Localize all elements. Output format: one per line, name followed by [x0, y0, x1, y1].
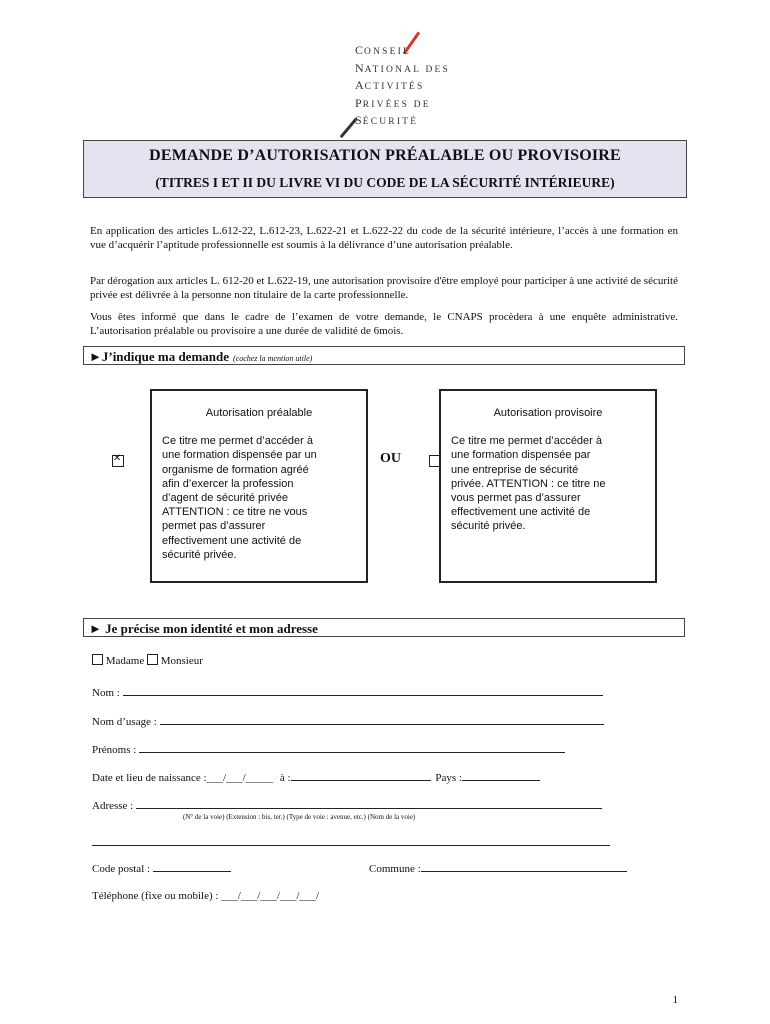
section-identite-label: ► Je précise mon identité et mon adresse [89, 621, 318, 636]
lieu-label: à : [279, 772, 291, 784]
option-prealable-title: Autorisation préalable [205, 407, 313, 419]
madame-label: Madame [105, 655, 145, 667]
nom-usage-label: Nom d’usage : [92, 716, 157, 728]
adresse-field[interactable] [136, 799, 602, 809]
section-identite-header [83, 618, 685, 637]
section-demande-hint: (cochez la mention utile) [233, 354, 313, 363]
cnaps-logo [335, 30, 451, 138]
naissance-date-field[interactable]: ___/___/_____ [206, 772, 274, 784]
nom-field[interactable] [123, 686, 603, 696]
checkbox-autorisation-prealable[interactable] [112, 455, 124, 467]
adresse-hint: (N° de la voie) (Extension : bis, ter.) (Type de voie : avenue, etc.) (Nom de la voie) [183, 813, 416, 821]
section-demande-label: ►J’indique ma demande [89, 349, 229, 364]
option-autorisation-provisoire [439, 389, 657, 583]
prenoms-field[interactable] [139, 743, 565, 753]
prenoms-label: Prénoms : [92, 744, 137, 756]
telephone-label: Téléphone (fixe ou mobile) : [92, 890, 219, 902]
logo-line-5: SÉCURITÉ [355, 113, 419, 127]
naissance-label: Date et lieu de naissance : [92, 772, 207, 784]
monsieur-label: Monsieur [160, 655, 203, 667]
adresse-label: Adresse : [92, 800, 134, 812]
commune-field[interactable] [421, 862, 627, 872]
page-number: 1 [672, 994, 678, 1006]
title-box [83, 140, 687, 198]
option-provisoire-title: Autorisation provisoire [493, 407, 603, 419]
telephone-field[interactable]: ___/___/___/___/___/ [221, 890, 319, 902]
section-demande-header [83, 346, 685, 365]
telephone-row [92, 890, 319, 902]
pays-field[interactable] [462, 771, 540, 781]
logo-line-2: NATIONAL DES [355, 60, 451, 75]
civility-row [92, 654, 203, 667]
lieu-naissance-field[interactable] [291, 771, 431, 781]
adresse-row [92, 799, 602, 812]
adresse-line-2-field[interactable] [92, 845, 610, 846]
option-prealable-text: Ce titre me permet d’accéder à une formation dispensée par un organisme de formation agréé afin d’exercer la profession d’agent de sécurité privée ATTENTION : ce titre ne vous permet pas d’assurer effectivement une activité de sécurité privée. [162, 435, 317, 561]
option-autorisation-prealable [150, 389, 368, 583]
ou-label: OU [380, 451, 401, 466]
nom-usage-row [92, 715, 604, 728]
nom-row [92, 686, 603, 699]
document-subtitle: (TITRES I ET II DU LIVRE VI DU CODE DE LA SÉCURITÉ INTÉRIEURE) [155, 175, 615, 190]
code-postal-field[interactable] [153, 862, 231, 872]
naissance-row [92, 771, 540, 784]
nom-usage-field[interactable] [160, 715, 604, 725]
logo-line-1: CONSEIL [355, 43, 411, 57]
checkbox-monsieur[interactable] [147, 654, 158, 665]
document-title: DEMANDE D’AUTORISATION PRÉALABLE OU PROVISOIRE [149, 147, 621, 164]
option-provisoire-text: Ce titre me permet d’accéder à une formation dispensée par une entreprise de sécurité privée. ATTENTION : ce titre ne vous permet pas d’assurer effectivement une activité de sécurité privée. [451, 435, 606, 533]
commune-label: Commune : [369, 863, 421, 875]
checkbox-madame[interactable] [92, 654, 103, 665]
logo-line-3: ACTIVITÉS [355, 78, 425, 92]
commune-row [369, 862, 627, 875]
prenoms-row [92, 743, 565, 756]
intro-paragraph-2: Par dérogation aux articles L. 612-20 et L.622-19, une autorisation provisoire d'être employé pour participer à une activité de sécurité privée est délivrée à la personne non titulaire de la carte professionnelle. [90, 275, 678, 301]
pays-label: Pays : [435, 772, 462, 784]
intro-paragraph-1: En application des articles L.612-22, L.612-23, L.622-21 et L.622-22 du code de la sécurité intérieure, l’accès à une formation en vue d’acquérir l’aptitude professionnelle est soumis à la délivrance d’une autorisation préalable. [90, 225, 678, 251]
code-postal-label: Code postal : [92, 863, 151, 875]
intro-paragraph-3: Vous êtes informé que dans le cadre de l’examen de votre demande, le CNAPS procèdera à une enquête administrative. L’autorisation préalable ou provisoire a une durée de validité de 6mois. [90, 311, 678, 337]
code-postal-row [92, 862, 231, 875]
logo-line-4: PRIVÉES DE [355, 95, 431, 110]
nom-label: Nom : [92, 687, 120, 699]
